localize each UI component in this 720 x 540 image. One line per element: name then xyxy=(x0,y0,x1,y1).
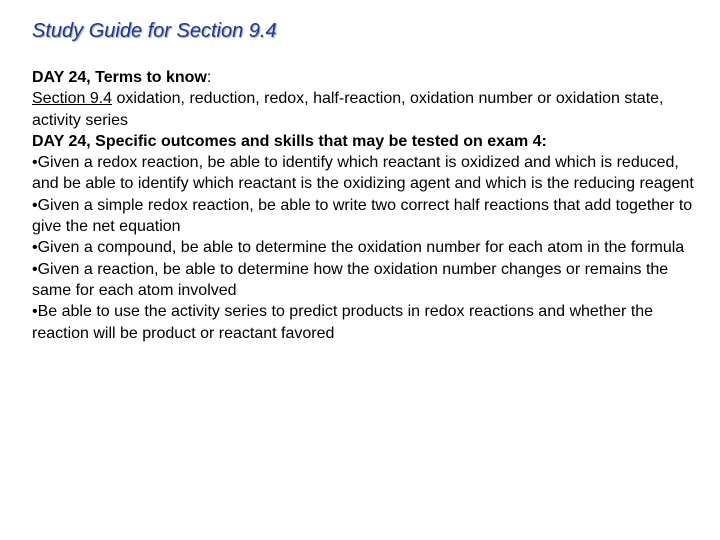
terms-heading-label: DAY 24, Terms to know xyxy=(32,69,207,86)
study-guide-body xyxy=(32,67,702,344)
outcome-item-5: •Be able to use the activity series to predict products in redox reactions and whether the reaction will be product or reactant favored xyxy=(32,303,654,342)
outcome-item-2: •Given a simple redox reaction, be able to write two correct half reactions that add together to give the net equation xyxy=(32,196,693,236)
section-reference: Section 9.4 xyxy=(32,90,113,108)
outcomes-heading: DAY 24, Specific outcomes and skills that may be tested on exam 4: xyxy=(32,132,547,150)
terms-line xyxy=(32,88,702,131)
outcome-item-3: •Given a compound, be able to determine the oxidation number for each atom in the formula xyxy=(32,239,685,257)
terms-heading xyxy=(32,67,702,88)
outcome-item-1: •Given a redox reaction, be able to identify which reactant is oxidized and which is reduced, and be able to identify which reactant is the oxidizing agent and which is the reducing reagent xyxy=(32,154,694,193)
page-title: Study Guide for Section 9.4 xyxy=(32,20,277,42)
terms-heading-colon: : xyxy=(206,69,212,86)
terms-list: oxidation, reduction, redox, half-reaction, oxidation number or oxidation state, activity series xyxy=(32,90,664,129)
outcome-item-4: •Given a reaction, be able to determine how the oxidation number changes or remains the same for each atom involved xyxy=(32,260,669,299)
